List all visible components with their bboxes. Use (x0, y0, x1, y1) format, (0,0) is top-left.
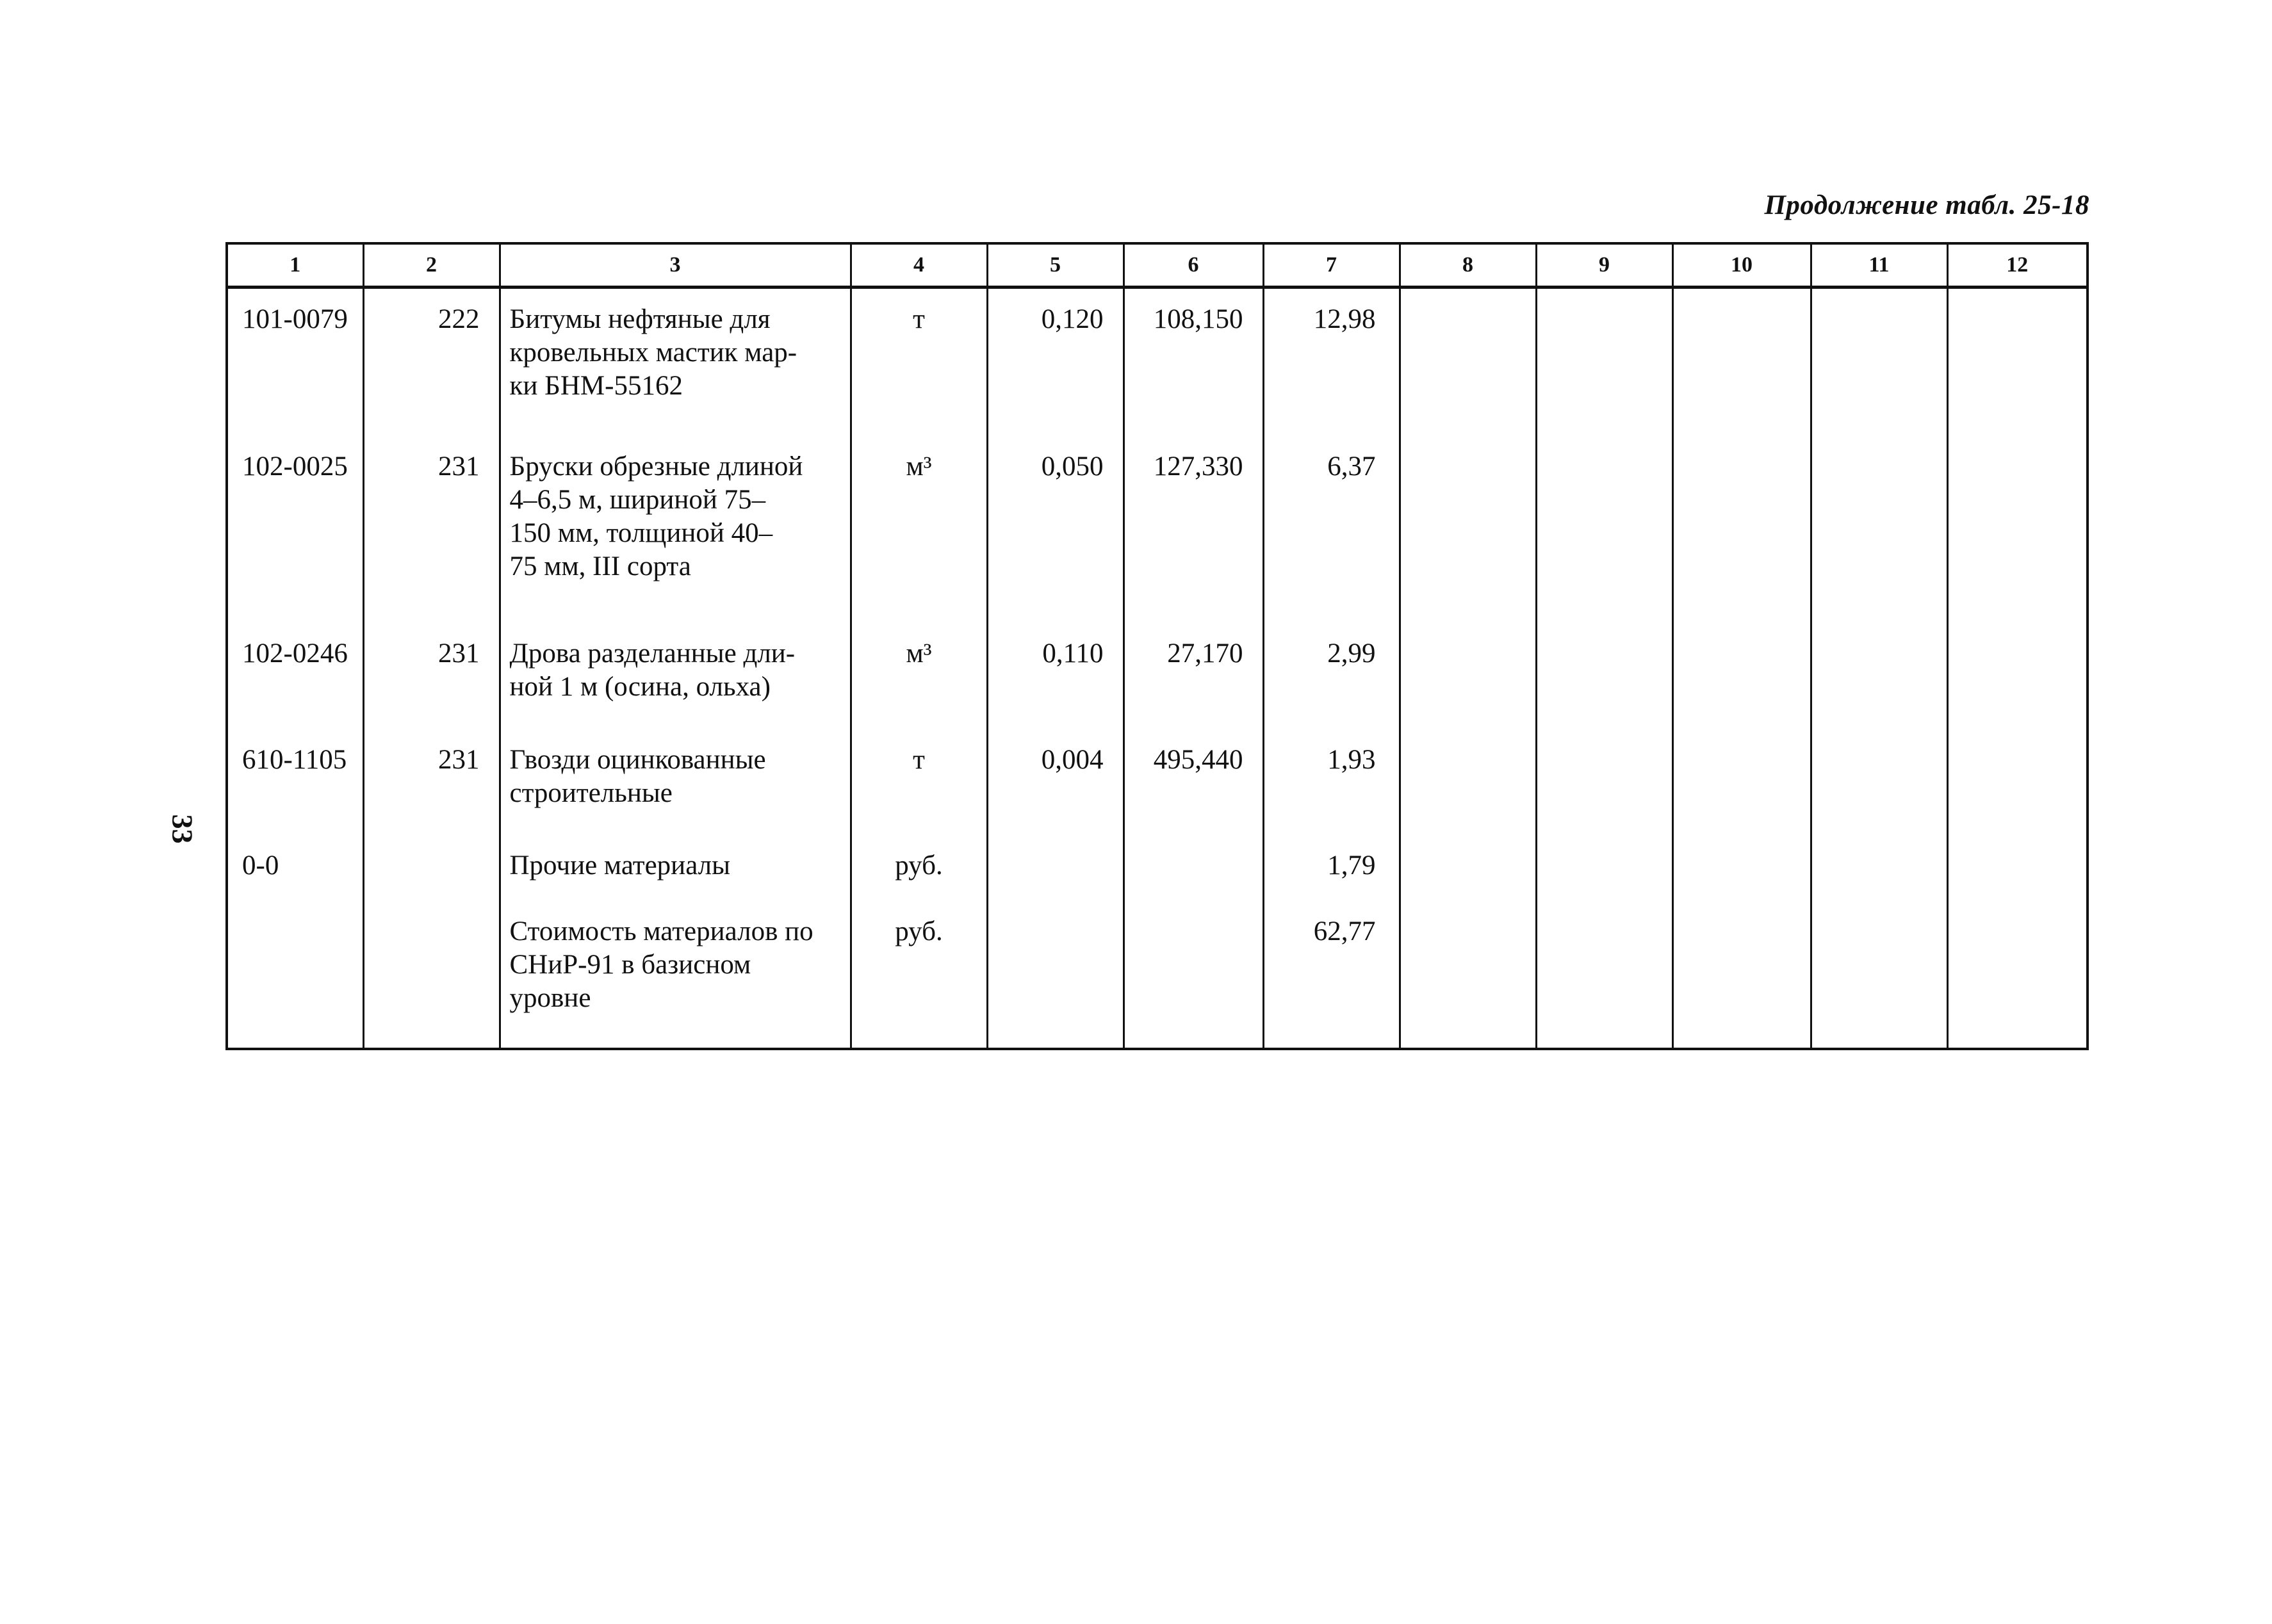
empty-cell (1400, 729, 1536, 836)
table-continuation-caption: Продолжение табл. 25-18 (1764, 190, 2089, 220)
material-name-line: ки БНМ-55162 (509, 371, 683, 401)
cost: 62,77 (1263, 901, 1400, 1048)
column-header: 8 (1400, 243, 1536, 288)
cost: 1,79 (1263, 835, 1400, 900)
material-name-line: Битумы нефтяные для (509, 304, 771, 334)
table-row (227, 623, 2088, 729)
empty-cell (1811, 1048, 1947, 1049)
unit-price: 27,170 (1124, 623, 1263, 729)
group-code: 231 (363, 623, 500, 729)
material-name-line: 4–6,5 м, шириной 75– (509, 484, 766, 515)
column-header: 3 (500, 243, 851, 288)
unit-price (1124, 835, 1263, 900)
unit-price: 495,440 (1124, 729, 1263, 836)
material-name-line: уровне (509, 982, 591, 1013)
material-name-line: Гвозди оцинкованные (509, 744, 766, 775)
material-name (500, 436, 851, 623)
empty-cell (1947, 729, 2088, 836)
material-name-line: Прочие материалы (509, 850, 731, 881)
empty-cell (1536, 1048, 1672, 1049)
empty-cell (1400, 835, 1536, 900)
cost: 6,37 (1263, 436, 1400, 623)
material-name-line: строительные (509, 777, 673, 808)
unit: т (851, 729, 987, 836)
resource-code (227, 901, 363, 1048)
table-row (227, 288, 2088, 436)
column-header: 9 (1536, 243, 1672, 288)
group-code: 222 (363, 288, 500, 436)
material-name-line: 75 мм, III сорта (509, 551, 691, 581)
page-number: 33 (166, 814, 199, 844)
empty-cell (1672, 288, 1811, 436)
column-header: 12 (1947, 243, 2088, 288)
empty-cell (363, 1048, 500, 1049)
material-name (500, 901, 851, 1048)
column-header: 7 (1263, 243, 1400, 288)
quantity (987, 901, 1124, 1048)
unit-price: 108,150 (1124, 288, 1263, 436)
material-name-line: кровельных мастик мар- (509, 337, 797, 368)
empty-cell (1263, 1048, 1400, 1049)
empty-cell (1400, 288, 1536, 436)
material-name (500, 729, 851, 836)
empty-cell (1947, 835, 2088, 900)
resource-code: 610-1105 (227, 729, 363, 836)
table-row (227, 901, 2088, 1048)
column-header: 5 (987, 243, 1124, 288)
material-name-line: ной 1 м (осина, ольха) (509, 671, 771, 702)
column-header: 1 (227, 243, 363, 288)
empty-cell (1536, 835, 1672, 900)
column-header: 4 (851, 243, 987, 288)
empty-cell (1400, 623, 1536, 729)
empty-cell (1811, 729, 1947, 836)
empty-cell (1811, 835, 1947, 900)
empty-cell (1811, 623, 1947, 729)
empty-cell (1672, 835, 1811, 900)
table-row (227, 729, 2088, 836)
empty-cell (1947, 436, 2088, 623)
empty-cell (1811, 901, 1947, 1048)
empty-cell (1672, 436, 1811, 623)
column-header: 10 (1672, 243, 1811, 288)
empty-cell (500, 1048, 851, 1049)
empty-cell (1124, 1048, 1263, 1049)
column-header: 11 (1811, 243, 1947, 288)
table-row (227, 835, 2088, 900)
empty-cell (1947, 901, 2088, 1048)
header-row (227, 243, 2088, 288)
empty-cell (1536, 288, 1672, 436)
empty-cell (1811, 288, 1947, 436)
material-name-line: СНиР-91 в базисном (509, 949, 751, 980)
material-name-line: Бруски обрезные длиной (509, 451, 803, 482)
empty-cell (851, 1048, 987, 1049)
material-name-line: Дрова разделанные дли- (509, 638, 796, 669)
cost: 2,99 (1263, 623, 1400, 729)
empty-cell (1400, 901, 1536, 1048)
empty-cell (1536, 901, 1672, 1048)
quantity: 0,004 (987, 729, 1124, 836)
quantity: 0,050 (987, 436, 1124, 623)
empty-cell (1400, 1048, 1536, 1049)
empty-cell (1672, 901, 1811, 1048)
unit-price (1124, 901, 1263, 1048)
cost: 12,98 (1263, 288, 1400, 436)
empty-cell (1672, 1048, 1811, 1049)
empty-cell (1947, 288, 2088, 436)
empty-cell (1811, 436, 1947, 623)
quantity (987, 835, 1124, 900)
table-row (227, 436, 2088, 623)
group-code: 231 (363, 729, 500, 836)
unit: т (851, 288, 987, 436)
empty-cell (1400, 436, 1536, 623)
unit-price: 127,330 (1124, 436, 1263, 623)
unit: м³ (851, 436, 987, 623)
empty-cell (987, 1048, 1124, 1049)
unit: руб. (851, 835, 987, 900)
empty-cell (1947, 623, 2088, 729)
unit: руб. (851, 901, 987, 1048)
quantity: 0,120 (987, 288, 1124, 436)
empty-cell (1536, 729, 1672, 836)
material-name (500, 835, 851, 900)
resource-code: 0-0 (227, 835, 363, 900)
group-code (363, 835, 500, 900)
quantity: 0,110 (987, 623, 1124, 729)
material-name-line: Стоимость материалов по (509, 916, 813, 946)
resource-code: 102-0246 (227, 623, 363, 729)
column-header: 2 (363, 243, 500, 288)
resource-code: 101-0079 (227, 288, 363, 436)
materials-table (225, 242, 2089, 1050)
material-name-line: 150 мм, толщиной 40– (509, 517, 773, 548)
empty-cell (1672, 623, 1811, 729)
table-filler-row (227, 1048, 2088, 1049)
unit: м³ (851, 623, 987, 729)
empty-cell (1536, 436, 1672, 623)
material-name (500, 623, 851, 729)
column-header: 6 (1124, 243, 1263, 288)
group-code: 231 (363, 436, 500, 623)
group-code (363, 901, 500, 1048)
empty-cell (1672, 729, 1811, 836)
empty-cell (227, 1048, 363, 1049)
cost: 1,93 (1263, 729, 1400, 836)
empty-cell (1536, 623, 1672, 729)
material-name (500, 288, 851, 436)
resource-code: 102-0025 (227, 436, 363, 623)
empty-cell (1947, 1048, 2088, 1049)
